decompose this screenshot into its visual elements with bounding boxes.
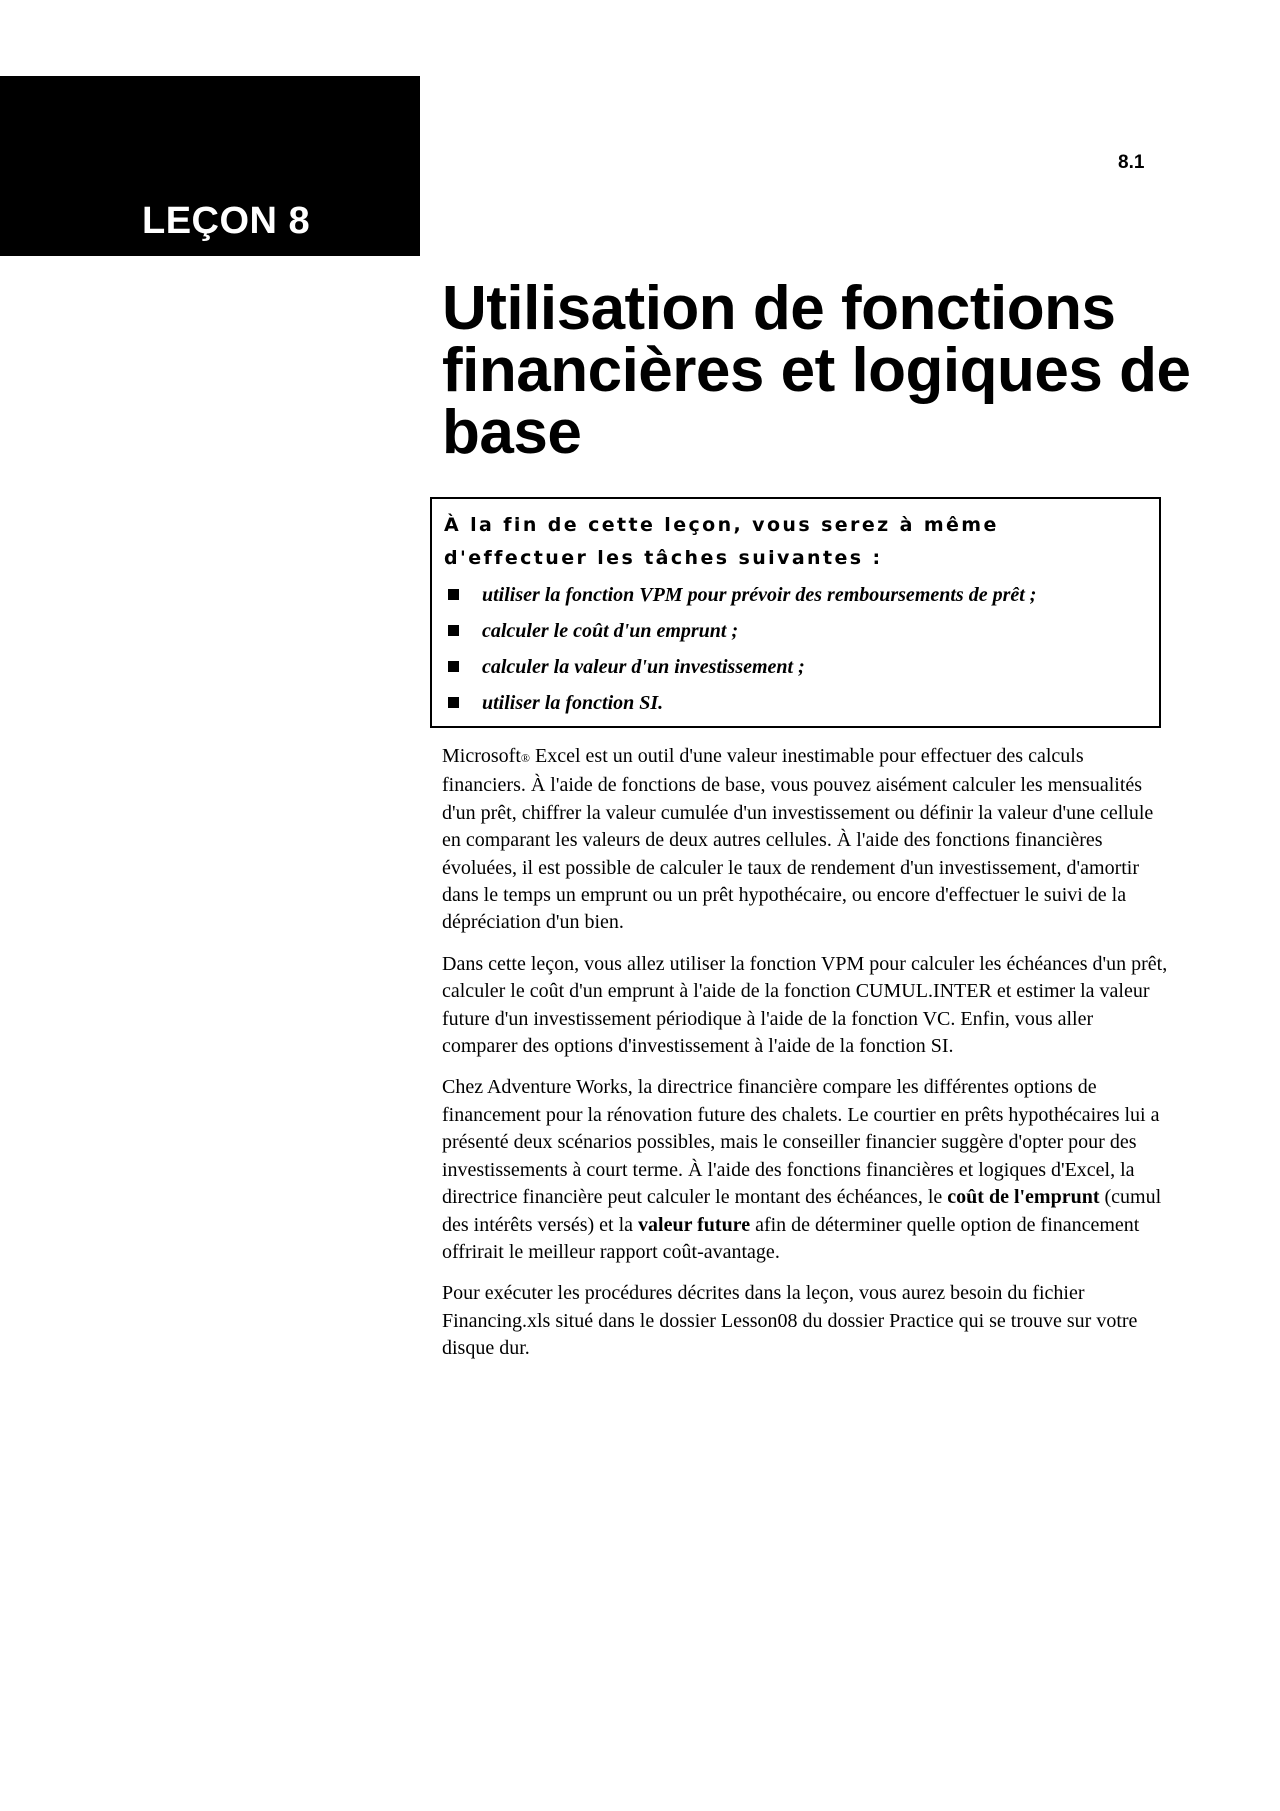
brand-name: Microsoft [442, 745, 521, 767]
page-number: 8.1 [1118, 152, 1145, 173]
scenario-text: Chez Adventure Works, la directrice financière compare les différentes options de financement pour la rénovation future des chalets. Le courtier en prêts hypothécaires lui a présenté deux scénarios possibles, mais le conseiller financier suggère d'opter pour des investissements à court terme. À l'aide des fonctions financières et logiques d'Excel, la directrice financière peut calculer le montant des échéances, le [442, 1076, 1160, 1209]
objectives-box [430, 497, 1161, 728]
paragraph-intro-text: Excel est un outil d'une valeur inestimable pour effectuer des calculs financiers. À l'aide de fonctions de base, vous pouvez aisément calculer les mensualités d'un prêt, chiffrer la valeur cumulée d'un investissement ou définir la valeur d'une cellule en comparant les valeurs de deux autres cellules. À l'aide des fonctions financières évoluées, il est possible de calculer le taux de rendement d'un investissement, d'amortir dans le temps un emprunt ou un prêt hypothécaire, ou encore d'effectuer le suivi de la dépréciation d'un bien. [442, 745, 1154, 934]
lesson-label: LEÇON 8 [142, 200, 311, 242]
registered-mark: ® [520, 751, 531, 765]
objective-item [444, 613, 1145, 649]
square-bullet-icon [448, 661, 459, 672]
objective-item [444, 685, 1145, 721]
objective-text: calculer le coût d'un emprunt ; [482, 620, 739, 642]
paragraph-scenario [442, 1074, 1172, 1266]
scenario-text: afin de déterminer quelle option de financement offrirait le meilleur rapport coût-avantage. [442, 1213, 1140, 1263]
objectives-list [444, 577, 1145, 721]
paragraph-lesson-overview: Dans cette leçon, vous allez utiliser la fonction VPM pour calculer les échéances d'un prêt, calculer le coût d'un emprunt à l'aide de la fonction CUMUL.INTER et estimer la valeur future d'un investissement périodique à l'aide de la fonction VC. Enfin, vous aller comparer des options d'investissement à l'aide de la fonction SI. [442, 952, 1168, 1058]
square-bullet-icon [448, 625, 459, 636]
lesson-title: Utilisation de fonctions financières et logiques de base [442, 274, 1191, 467]
objective-text: calculer la valeur d'un investissement ; [482, 656, 805, 678]
term-future-value: valeur future [638, 1213, 751, 1236]
scenario-text: (cumul des intérêts versés) et la [442, 1186, 1162, 1236]
paragraph-intro [442, 743, 1172, 937]
square-bullet-icon [448, 697, 459, 708]
term-cost-of-loan: coût de l'emprunt [947, 1186, 1100, 1209]
objective-text: utiliser la fonction SI. [482, 692, 664, 714]
body-text [442, 743, 1172, 1377]
paragraph-practice-files: Pour exécuter les procédures décrites dans la leçon, vous aurez besoin du fichier Financing.xls situé dans le dossier Lesson08 du dossier Practice qui se trouve sur votre disque dur. [442, 1282, 1138, 1360]
objective-text: utiliser la fonction VPM pour prévoir des remboursements de prêt ; [482, 584, 1037, 606]
objective-item [444, 649, 1145, 685]
objectives-heading: À la fin de cette leçon, vous serez à même d'effectuer les tâches suivantes : [444, 514, 999, 569]
square-bullet-icon [448, 589, 459, 600]
objective-item [444, 577, 1145, 613]
